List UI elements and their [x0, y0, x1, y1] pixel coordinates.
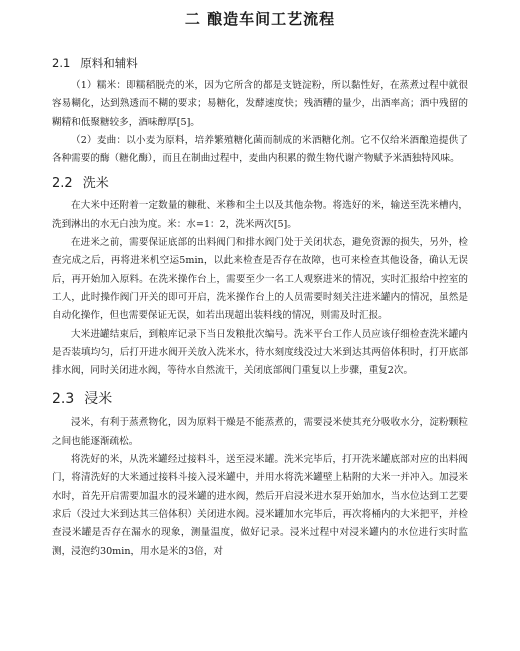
section-heading [52, 388, 468, 408]
paragraph: 浸米，有利于蒸煮物化，因为原料干燥是不能蒸煮的，需要浸米使其充分吸收水分，淀粉颗粒之间也能逐渐疏松。 [52, 417, 468, 447]
paragraph: （2）麦曲：以小麦为原料，培养繁殖糖化菌而制成的米酒糖化剂。它不仅给米酒酿造提供了各种需要的酶（糖化酶），而且在制曲过程中，麦曲内积累的微生物代谢产物赋予米酒独特风味。 [52, 134, 468, 165]
chapter-title: 二 酿造车间工艺流程 [184, 10, 336, 28]
section-number: 2.1 [52, 56, 71, 70]
section-2-3 [52, 388, 468, 560]
paragraph: 大米进罐结束后，到粮库记录下当日发粮批次编号。洗米平台工作人员应该仔细检查洗米罐内是否装填均匀，后打开进水阀开关放入洗米水，待水刻度线没过大米到达其两倍体积时，打开底部排水阀，同时关闭进水阀，等待水自然流干，关闭底部阀门重复以上步骤，重复2次。 [52, 328, 468, 377]
section-title: 原料和辅料 [80, 56, 138, 70]
paragraph: 在进米之前，需要保证底部的出料阀门和排水阀门处于关闭状态，避免资源的损失，另外，检查完成之后，再将进米机空运5min，以此来检查是否存在故障，也可来检查其他设备，确认无误后，再开始加入原料。在洗米操作台上，需要至少一名工人观察进米的情况，实时汇报给中控室的工人，此时操作阀门开关的即可开启，洗米操作台上的人员需要时刻关注进米罐内的情况，虽然是自动化操作，但也需要保证无误，如若出现超出装料线的情况，则需及时汇报。 [52, 237, 468, 322]
section-heading [52, 55, 468, 71]
section-heading [52, 172, 468, 191]
section-title: 洗米 [82, 176, 109, 192]
paragraph: 在大米中还附着一定数量的糠秕、米糁和尘土以及其他杂物。将选好的米，输送至洗米槽内，洗到淋出的水无白浊为度。米：水=1：2，洗米两次[5]。 [52, 200, 468, 230]
section-number: 2.2 [52, 176, 73, 192]
section-title: 浸米 [84, 391, 113, 408]
section-2-2 [52, 172, 468, 380]
paragraph: （1）糯米：即糯稻脱壳的米，因为它所含的都是支链淀粉，所以黏性好，在蒸煮过程中就很容易糊化，达到熟透而不糊的要求；易糖化，发酵速度快；残酒糟的量少，出酒率高；酒中残留的糊精和低聚糖较多，酒味醇厚[5]。 [52, 80, 468, 128]
section-number: 2.3 [52, 391, 75, 408]
paragraph: 将洗好的米，从洗米罐经过接料斗，送至浸米罐。洗米完毕后，打开洗米罐底部对应的出料阀门，将清洗好的大米通过接料斗接入浸米罐中，并用水将洗米罐壁上粘附的大米一并冲入。加浸米水时，首先开启需要加温水的浸米罐的进水阀，然后开启浸米进水泵开始加水，当水位达到工艺要求后（没过大米到达其三倍体积）关闭进水阀。浸米罐加水完毕后，再次将桶内的大米把平，并检查浸米罐是否存在漏水的现象，测量温度，做好记录。浸米过程中对浸米罐内的水位进行实时监测，浸泡约30min，用水是米的3倍，对 [52, 454, 468, 557]
section-2-1 [52, 55, 468, 168]
